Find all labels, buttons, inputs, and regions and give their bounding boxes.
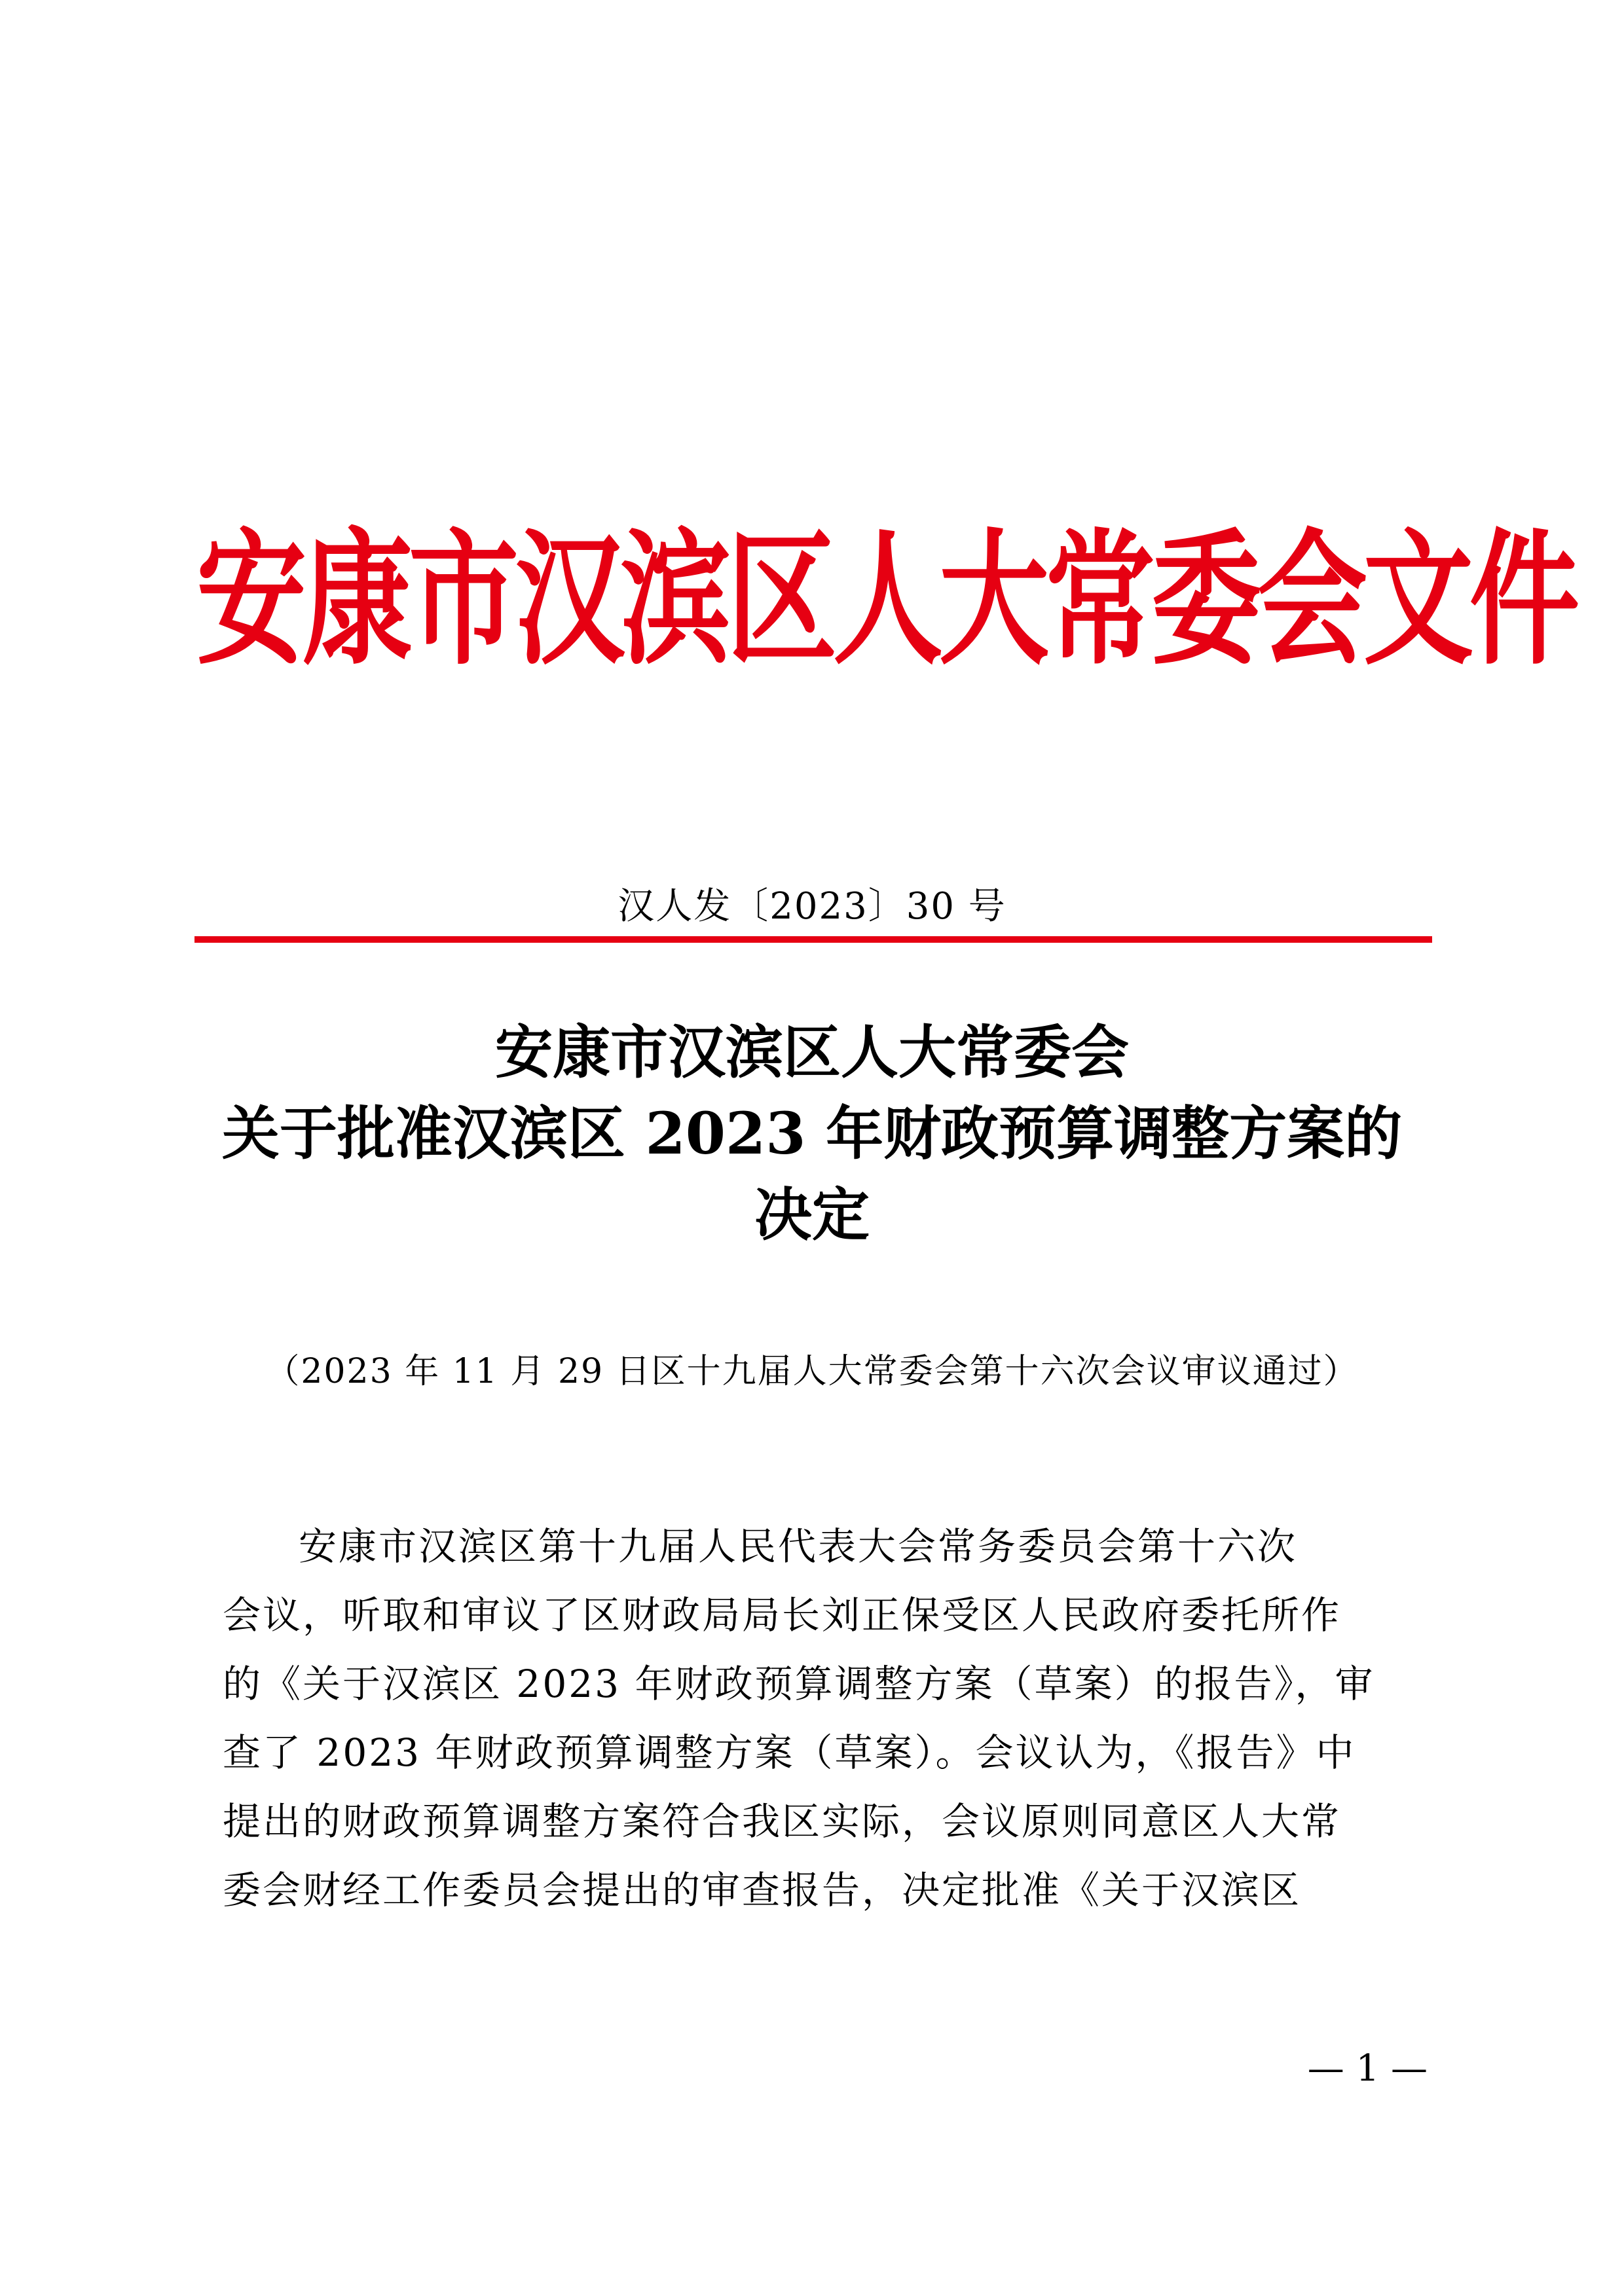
document-masthead: 安康市汉滨区人大常委会文件 [196, 513, 1576, 685]
page-number: — 1 — [1307, 2047, 1428, 2090]
body-line: 提出的财政预算调整方案符合我区实际，会议原则同意区人大常 [223, 1799, 1342, 1844]
document-title [196, 1011, 1428, 1255]
body-line: 安康市汉滨区第十九届人民代表大会常务委员会第十六次 [299, 1524, 1298, 1569]
red-separator-line [194, 936, 1432, 943]
title-line-2: 关于批准汉滨区 2023 年财政预算调整方案的 [221, 1099, 1403, 1167]
body-line: 会议，听取和审议了区财政局局长刘正保受区人民政府委托所作 [223, 1593, 1342, 1637]
title-line-1: 安康市汉滨区人大常委会 [494, 1018, 1129, 1086]
document-number: 汉人发〔2023〕30 号 [618, 885, 1006, 928]
body-line: 查了 2023 年财政预算调整方案（草案）。会议认为，《报告》中 [223, 1730, 1356, 1775]
body-line: 委会财经工作委员会提出的审查报告，决定批准《关于汉滨区 [223, 1868, 1302, 1912]
body-paragraph [223, 1512, 1408, 1925]
adoption-note: （2023 年 11 月 29 日区十九届人大常委会第十六次会议审议通过） [265, 1352, 1359, 1391]
body-line: 的《关于汉滨区 2023 年财政预算调整方案（草案）的报告》，审 [223, 1662, 1375, 1706]
title-line-3: 决定 [754, 1180, 870, 1248]
